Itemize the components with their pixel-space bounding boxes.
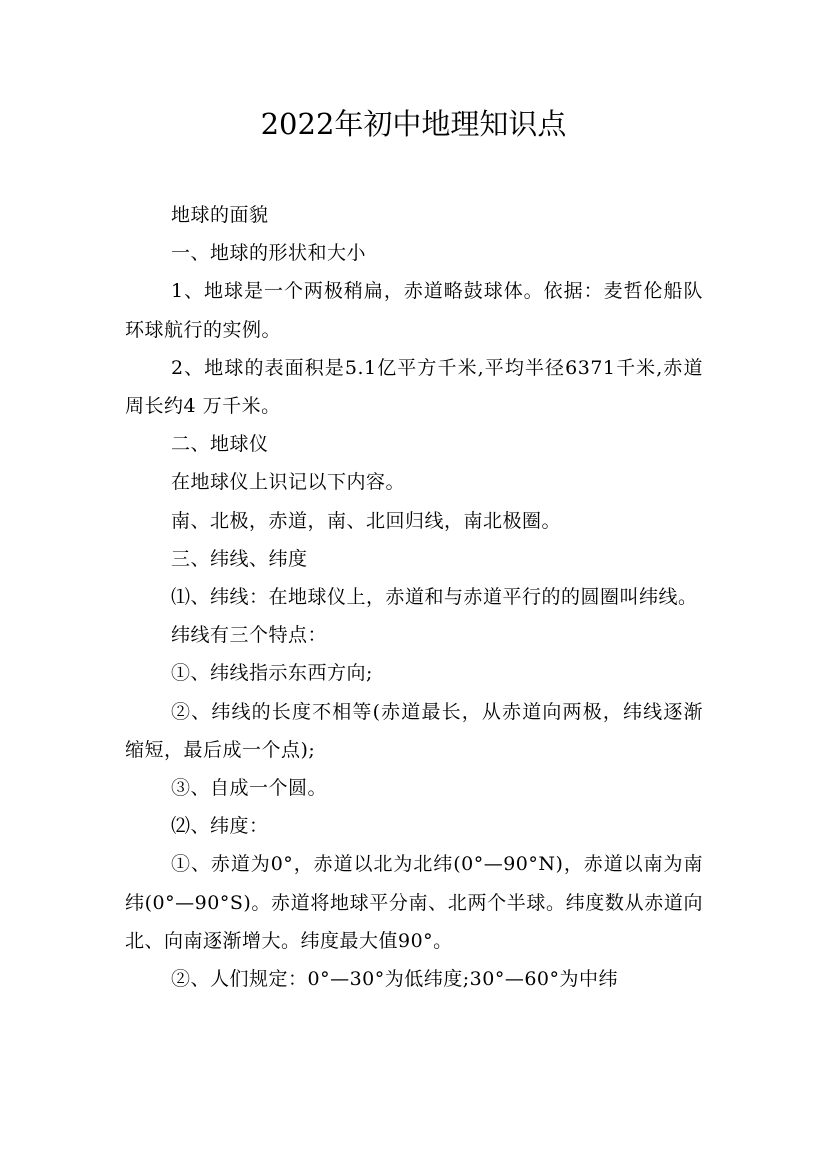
paragraph-parallel-definition: ⑴、纬线：在地球仪上，赤道和与赤道平行的的圆圈叫纬线。 bbox=[171, 586, 698, 609]
paragraph-globe-items: 南、北极，赤道，南、北回归线，南北极圈。 bbox=[171, 509, 562, 532]
paragraph-section-globe: 二、地球仪 bbox=[171, 433, 269, 456]
document-body bbox=[125, 196, 703, 998]
paragraph-section-latitude: 三、纬线、纬度 bbox=[171, 547, 308, 570]
document-title: 2022年初中地理知识点 bbox=[260, 107, 567, 141]
paragraph-latitude-heading: ⑵、纬度： bbox=[171, 815, 269, 838]
paragraph-feature-3: ③、自成一个圆。 bbox=[171, 777, 328, 800]
paragraph-earth-size: 2、地球的表面积是5.1亿平方千米,平均半径6371千米,赤道周长约4 万千米。 bbox=[125, 356, 703, 418]
paragraph-heading-earth-appearance: 地球的面貌 bbox=[171, 204, 269, 226]
paragraph-parallel-features: 纬线有三个特点： bbox=[171, 624, 328, 647]
paragraph-latitude-2: ②、人们规定：0°—30°为低纬度;30°—60°为中纬 bbox=[171, 968, 619, 991]
paragraph-feature-1: ①、纬线指示东西方向; bbox=[171, 662, 373, 685]
paragraph-feature-2: ②、纬线的长度不相等(赤道最长，从赤道向两极，纬线逐渐缩短，最后成一个点); bbox=[125, 700, 703, 761]
paragraph-latitude-1: ①、赤道为0°，赤道以北为北纬(0°—90°N)，赤道以南为南纬(0°—90°S)。赤道将地球平分南、北两个半球。纬度数从赤道向北、向南逐渐增大。纬度最大值90°。 bbox=[125, 853, 703, 952]
paragraph-section-shape-size: 一、地球的形状和大小 bbox=[171, 242, 367, 265]
paragraph-earth-shape: 1、地球是一个两极稍扁，赤道略鼓球体。依据：麦哲伦船队环球航行的实例。 bbox=[125, 280, 703, 341]
paragraph-globe-intro: 在地球仪上识记以下内容。 bbox=[171, 471, 406, 494]
